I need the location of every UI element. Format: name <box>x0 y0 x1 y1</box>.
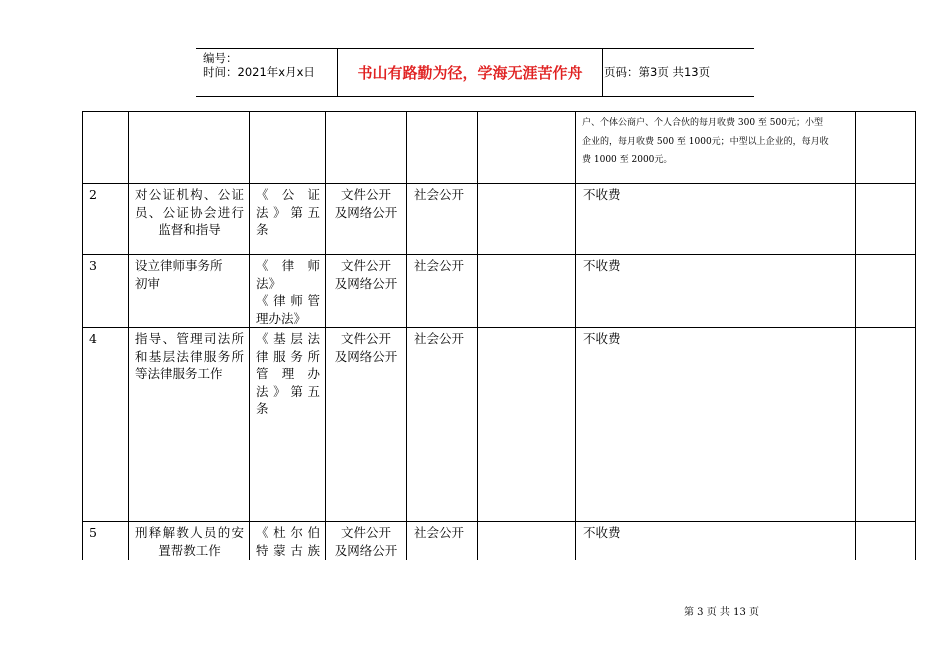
cell-remark <box>856 184 916 255</box>
header-bottom-rule <box>196 96 754 97</box>
cell-remark <box>856 522 916 560</box>
cell-fee-note: 户、个体公商户、个人合伙的每月收费 300 至 500元；小型 企业的，每月收费 500 至 1000元；中型以上企业的，每月收 费 1000 至 2000元。 <box>576 112 856 184</box>
cell-remark <box>856 328 916 522</box>
table-row <box>83 255 916 328</box>
cell-no: 4 <box>83 328 129 522</box>
cell-blank <box>478 184 576 255</box>
header-time-label: 时间：2021年x月x日 <box>203 65 315 79</box>
cell-fee: 不收费 <box>576 328 856 522</box>
cell-scope: 社会公开 <box>407 522 478 560</box>
cell-blank <box>478 112 576 184</box>
cell-item: 对公证机构、公证 员、公证协会进行 监督和指导 <box>129 184 250 255</box>
cell-item <box>129 112 250 184</box>
cell-blank <box>478 328 576 522</box>
cell-remark <box>856 112 916 184</box>
cell-no: 3 <box>83 255 129 328</box>
header-number-label: 编号： <box>203 51 238 65</box>
table-row <box>83 112 916 184</box>
header-page-label: 页码：第3页 共13页 <box>604 65 711 79</box>
cell-method: 文件公开 及网络公开 <box>326 328 407 522</box>
cell-scope <box>407 112 478 184</box>
table-row <box>83 328 916 522</box>
cell-fee: 不收费 <box>576 184 856 255</box>
cell-remark <box>856 255 916 328</box>
disclosure-table <box>82 111 916 560</box>
cell-no <box>83 112 129 184</box>
cell-no: 5 <box>83 522 129 560</box>
cell-item: 设立律师事务所 初审 <box>129 255 250 328</box>
cell-scope: 社会公开 <box>407 328 478 522</box>
header-meta <box>203 51 315 79</box>
cell-scope: 社会公开 <box>407 255 478 328</box>
cell-basis: 《杜尔伯 特蒙古族 <box>250 522 326 560</box>
cell-blank <box>478 522 576 560</box>
cell-no: 2 <box>83 184 129 255</box>
cell-item: 刑释解教人员的安 置帮教工作 <box>129 522 250 560</box>
cell-fee: 不收费 <box>576 522 856 560</box>
cell-item: 指导、管理司法所 和基层法律服务所 等法律服务工作 <box>129 328 250 522</box>
page-header <box>196 48 754 96</box>
header-motto: 书山有路勤为径，学海无涯苦作舟 <box>357 63 583 82</box>
header-divider <box>602 48 603 96</box>
cell-blank <box>478 255 576 328</box>
cell-method: 文件公开 及网络公开 <box>326 255 407 328</box>
cell-basis: 《 公 证 法》第五 条 <box>250 184 326 255</box>
cell-basis: 《 律 师 法》 《律师管 理办法》 <box>250 255 326 328</box>
cell-basis: 《基层法 律服务所 管 理 办 法》第五 条 <box>250 328 326 522</box>
cell-method: 文件公开 及网络公开 <box>326 522 407 560</box>
table-row <box>83 184 916 255</box>
cell-method <box>326 112 407 184</box>
page-footer: 第 3 页 共 13 页 <box>684 607 759 618</box>
cell-scope: 社会公开 <box>407 184 478 255</box>
cell-basis <box>250 112 326 184</box>
cell-fee: 不收费 <box>576 255 856 328</box>
cell-method: 文件公开 及网络公开 <box>326 184 407 255</box>
table-row <box>83 522 916 560</box>
